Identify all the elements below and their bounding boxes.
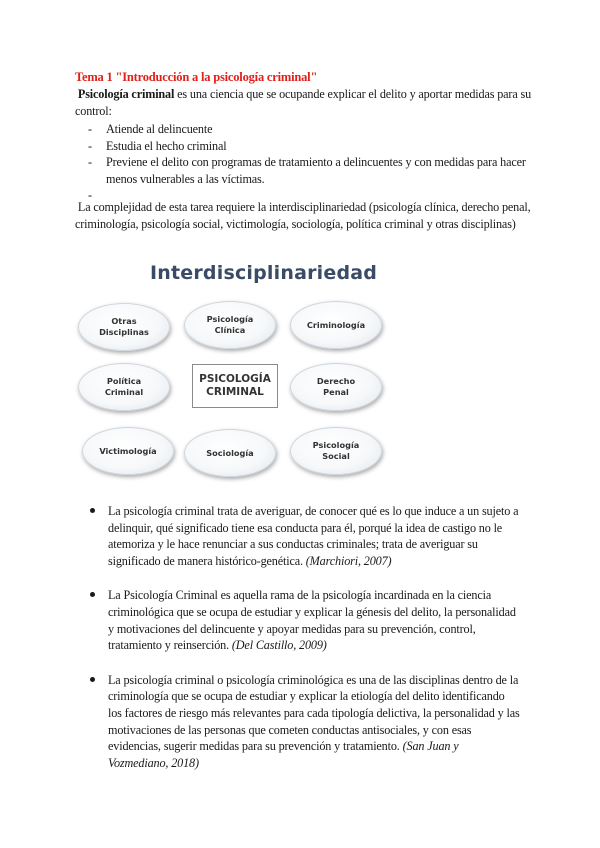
interdisciplinary-diagram [72,256,492,486]
node-line: Sociología [206,447,254,458]
definition-text: La psicología criminal o psicología criminológica es una de las disciplinas dentro de la criminología que se ocupa de estudiar y explicar la etiología del delito identificando los factores de riesgo más relevantes para cada tipología delictiva, la personalidad y las motivaciones de las personas que cometen conductas antisociales, y con esas evidencias, sugerir medidas para su prevención y tratamiento. [108,672,520,754]
page-title: Tema 1 "Introducción a la psicología criminal" [75,70,318,84]
diagram-title: Interdisciplinariedad [150,262,378,284]
node-sociologia [184,429,276,477]
node-psicologia-clinica [184,301,276,349]
node-line: Clínica [214,325,246,335]
center-psicologia-criminal [192,364,278,408]
dash-list [88,121,538,204]
dash-item: - Atiende al delincuente [88,121,538,138]
node-psicologia-social [290,427,382,475]
node-otras-disciplinas [78,303,170,351]
node-politica-criminal [78,363,170,411]
intro-paragraph [75,86,545,119]
node-line: Criminal [104,387,144,397]
definition-text: La Psicología Criminal es aquella rama de la psicología incardinada en la ciencia criminológica que se ocupa de estudiar y explicar la génesis del delito, la personalidad y motivaciones del delincuente y apoyar medidas para su prevención, control, tratamiento y reinserción. [108,588,516,653]
node-line: Otras [111,316,137,326]
node-line: Victimología [99,445,157,456]
definition-text: La psicología criminal trata de averiguar, de conocer qué es lo que induce a un sujeto a delinquir, qué significado tiene esa conducta para él, porqué la idea de castigo no le atemoriza y le hace renunciar a sus conductas criminales; trata de averiguar su significado de manera histórico-genética. [108,504,519,568]
node-victimologia [82,427,174,475]
node-line: Social [322,451,350,461]
intro-text: es una ciencia que se ocupande explicar el delito y aportar medidas para su control: [75,87,532,118]
definition-item [90,503,520,569]
node-line: Psicología [312,440,360,450]
definition-citation: (Marchiori, 2007) [305,553,392,568]
node-line: Disciplinas [99,327,149,337]
complexity-text: La complejidad de esta tarea requiere la interdisciplinariedad (psicología clínica, derecho penal, criminología, psicología social, victimología, sociología, política criminal y otras disciplinas) [75,200,531,231]
dash-item: - Previene el delito con programas de tratamiento a delincuentes y con medidas para hacer menos vulnerables a las víctimas. [88,154,538,187]
node-derecho-penal [290,363,382,411]
definition-citation: (Del Castillo, 2009) [231,638,327,653]
center-line: CRIMINAL [206,386,264,398]
dash-item: - Estudia el hecho criminal [88,138,538,155]
center-line: PSICOLOGÍA [199,373,271,385]
node-line: Derecho [316,376,356,386]
complexity-paragraph [75,199,545,232]
node-line: Política [106,376,142,386]
node-line: Criminología [306,319,366,330]
intro-term: Psicología criminal [77,87,175,101]
node-criminologia [290,301,382,349]
definition-item [90,587,520,653]
node-line: Psicología [206,314,254,324]
definition-citation: (San Juan y Vozmediano, 2018) [108,739,459,770]
definition-item [90,672,520,772]
definitions-list [90,503,520,789]
node-line: Penal [323,387,349,397]
